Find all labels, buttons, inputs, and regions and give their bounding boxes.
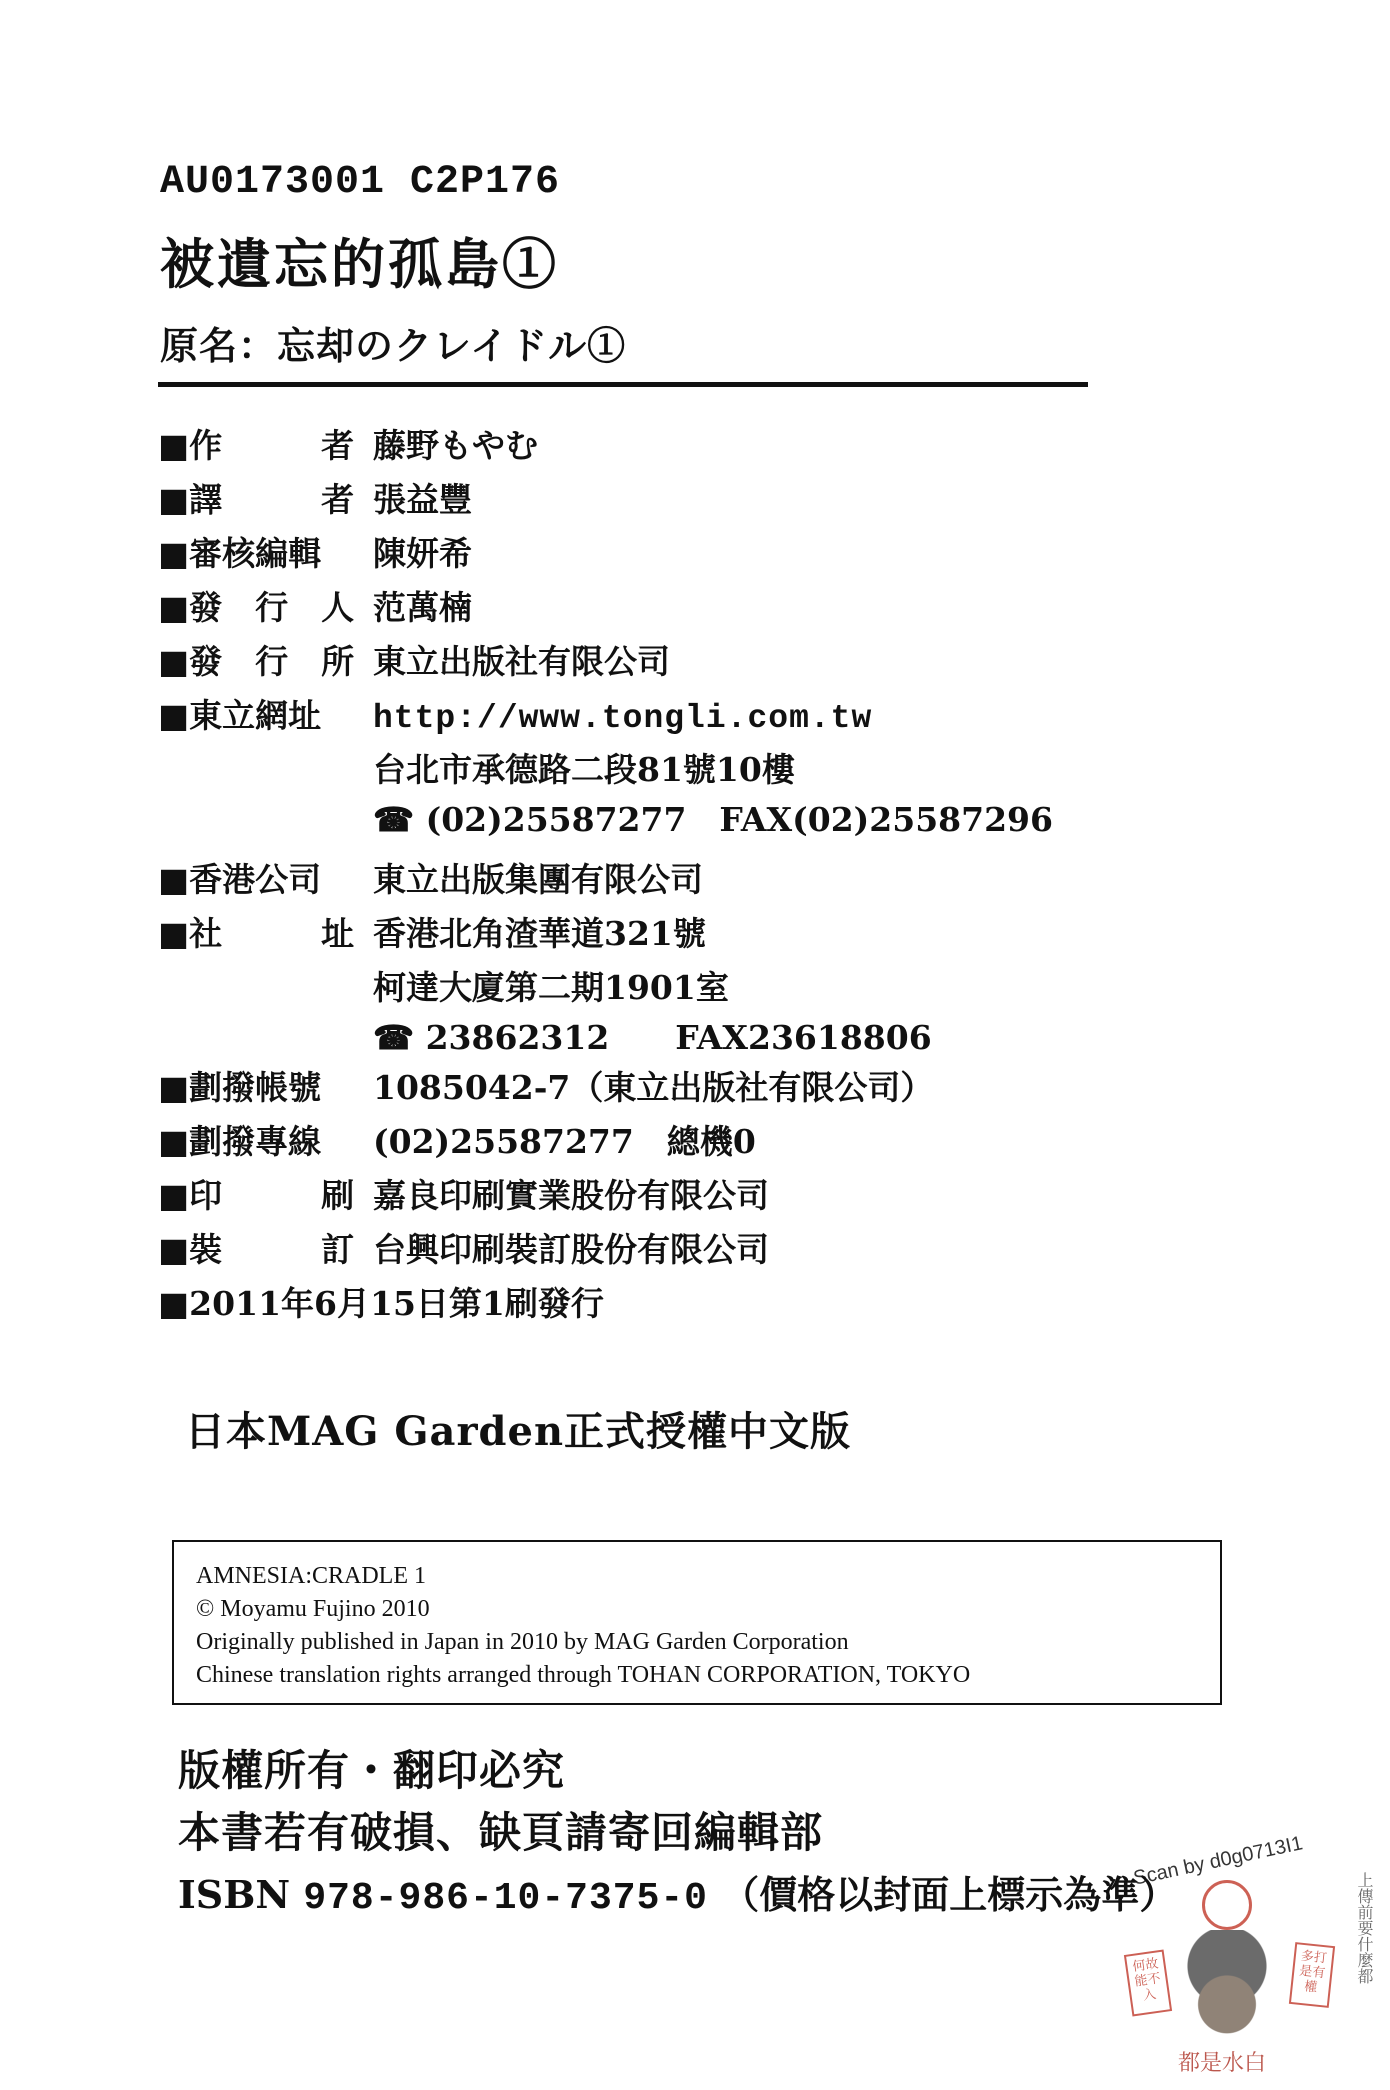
credit-row [158,1116,1218,1170]
credit-label: ■審核編輯 [158,534,322,573]
footer-notice [178,1740,1278,1930]
credit-label: ■裝 訂 [158,1230,355,1269]
page-title: 被遺忘的孤島① [160,232,559,296]
credit-row [158,908,1218,962]
isbn-line [178,1864,1278,1930]
credit-label: ■劃撥專線 [158,1122,322,1161]
credit-row [158,528,1218,582]
isbn-number: 978-986-10-7375-0 [303,1877,708,1920]
credit-value: 台興印刷裝訂股份有限公司 [373,1230,769,1269]
watermark-side-text: 上傳前要什麼都 [1355,1872,1374,1984]
title-divider [158,382,1088,387]
seal-left-icon: 何故能不入 [1124,1950,1172,2017]
catalog-code: AU0173001 C2P176 [160,160,561,205]
credit-row [158,1170,1218,1224]
credit-value: 東立出版集團有限公司 [373,860,703,899]
copyright-box [172,1540,1222,1705]
credit-value: 東立出版社有限公司 [373,642,670,681]
credit-row-website [158,690,1218,744]
spacer [158,844,1218,854]
website-url[interactable]: http://www.tongli.com.tw [373,700,873,737]
hk-address: 柯達大廈第二期1901室 [373,968,729,1007]
credit-label: ■發 行 所 [158,642,355,681]
credit-value: 陳妍希 [373,534,472,573]
credit-row-phone2 [158,1012,1218,1062]
credit-label: ■譯 者 [158,480,355,519]
copyright-line: AMNESIA:CRADLE 1 [196,1563,427,1589]
credit-value: 嘉良印刷實業股份有限公司 [373,1176,769,1215]
publication-date-row [158,1278,1218,1332]
credit-row [158,1062,1218,1116]
credit-label: ■社 址 [158,914,355,953]
credit-row-address2 [158,962,1218,1012]
taipei-address: 台北市承德路二段81號10樓 [373,750,795,789]
credit-value: 藤野もやむ [373,426,538,465]
credit-row-address [158,744,1218,794]
credit-row [158,854,1218,908]
credit-value: (02)25587277 總機0 [373,1122,756,1161]
copyright-line: © Moyamu Fujino 2010 [196,1596,430,1622]
mascot-face-icon [1168,1930,1286,2050]
credit-label: ■劃撥帳號 [158,1068,322,1107]
credit-row [158,582,1218,636]
watermark-label: 都是水白 [1178,2051,1267,2076]
credit-value: 范萬楠 [373,588,472,627]
publication-date: ■2011年6月15日第1刷發行 [158,1284,604,1323]
credit-label: ■香港公司 [158,860,322,899]
credit-row [158,474,1218,528]
isbn-label: ISBN [178,1872,291,1917]
credit-row [158,1224,1218,1278]
credit-label: ■東立網址 [158,696,322,735]
credit-row [158,420,1218,474]
credits-list [158,420,1218,1332]
credit-value: 1085042-7（東立出版社有限公司） [373,1068,934,1107]
copyright-line: Chinese translation rights arranged through TOHAN CORPORATION, TOKYO [196,1662,971,1688]
original-title: 原名：忘却のクレイドル① [160,323,627,368]
isbn-note: （價格以封面上標示為準） [721,1872,1178,1917]
credit-value: 香港北角渣華道321號 [373,914,706,953]
copyright-line: Originally published in Japan in 2010 by MAG Garden Corporation [196,1629,849,1655]
credit-row-phone [158,794,1218,844]
license-line: 日本MAG Garden正式授權中文版 [185,1408,852,1455]
taipei-phone: ☎ (02)25587277 FAX(02)25587296 [373,800,1053,839]
seal-right-icon: 多打是有權 [1289,1942,1335,2008]
credit-label: ■印 刷 [158,1176,355,1215]
rights-reserved-line: 版權所有・翻印必究 [178,1746,566,1795]
credit-row [158,636,1218,690]
hk-phone: ☎ 23862312 FAX23618806 [373,1018,932,1057]
damaged-copy-line: 本書若有破損、缺頁請寄回編輯部 [178,1808,824,1857]
scan-credit-text: Scan by d0g0713I1 [1131,1832,1305,1890]
credit-label: ■作 者 [158,426,355,465]
credit-value: 張益豐 [373,480,472,519]
credit-label: ■發 行 人 [158,588,355,627]
